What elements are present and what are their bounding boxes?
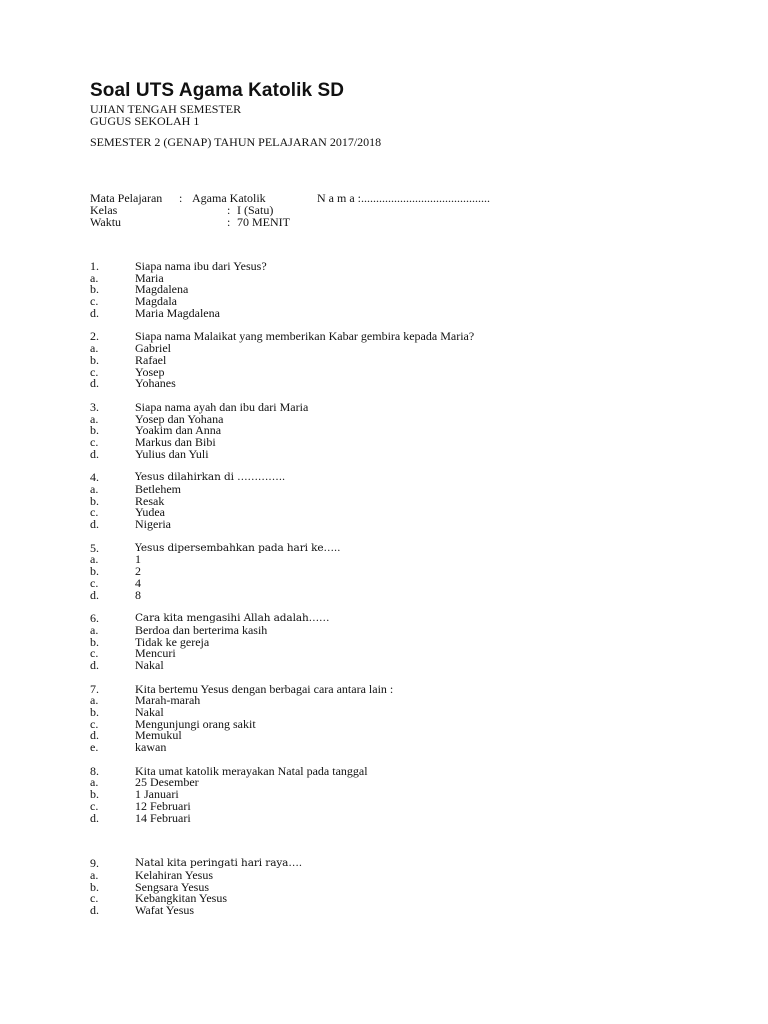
option-letter: c.: [90, 798, 99, 813]
option-text: Gabriel: [135, 341, 171, 356]
option-letter: d.: [90, 517, 99, 532]
option-text: Magdala: [135, 294, 177, 309]
question-text: Natal kita peringati hari raya….: [135, 857, 302, 870]
option-letter: a.: [90, 775, 99, 790]
question-text: Kita umat katolik merayakan Natal pada tanggal: [135, 763, 368, 778]
option-text: Magdalena: [135, 282, 189, 297]
question-text: Kita bertemu Yesus dengan berbagai cara antara lain :: [135, 681, 394, 696]
name-field: N a m a :...........................................: [317, 191, 490, 205]
question-text: Cara kita mengasihi Allah adalah……: [135, 612, 330, 625]
class-value: I (Satu): [237, 203, 274, 217]
option-letter: c.: [90, 505, 99, 520]
question-text: Yesus dipersembahkan pada hari ke…..: [135, 541, 341, 554]
option-text: Marah-marah: [135, 693, 201, 708]
option-text: Kebangkitan Yesus: [135, 891, 227, 906]
question-7: [90, 681, 710, 755]
option-letter: a.: [90, 411, 99, 426]
option-letter: a.: [90, 693, 99, 708]
option-text: 25 Desember: [135, 775, 199, 790]
option-text: 2: [135, 564, 141, 579]
question-number: 7.: [90, 681, 99, 696]
option-text: Markus dan Bibi: [135, 434, 216, 449]
option-text: Berdoa dan berterima kasih: [135, 622, 268, 637]
question-number: 1.: [90, 259, 99, 273]
question-8: [90, 763, 710, 825]
question-3: [90, 399, 710, 461]
option-letter: a.: [90, 270, 99, 285]
info-row-time: [90, 216, 710, 228]
time-value: 70 MENIT: [237, 215, 290, 229]
option-text: Nakal: [135, 657, 164, 672]
option-letter: c.: [90, 434, 99, 449]
option-letter: c.: [90, 891, 99, 906]
option-text: Nakal: [135, 705, 164, 719]
option-letter: a.: [90, 867, 99, 882]
class-colon: :: [227, 203, 231, 217]
option-letter: b.: [90, 493, 99, 508]
header-line-school-group: GUGUS SEKOLAH 1: [90, 114, 200, 128]
option-text: Yudea: [135, 505, 165, 520]
option-letter: d.: [90, 902, 99, 917]
option-letter: e.: [90, 740, 99, 755]
option-text: Wafat Yesus: [135, 902, 195, 917]
option-text: Tidak ke gereja: [135, 634, 210, 649]
option-text: 14 Februari: [135, 810, 191, 825]
option-letter: b.: [90, 705, 99, 719]
option-text: Maria: [135, 270, 164, 285]
option-letter: b.: [90, 879, 99, 894]
option-letter: a.: [90, 341, 99, 356]
document-title: Soal UTS Agama Katolik SD: [90, 80, 345, 101]
question-number: 5.: [90, 540, 99, 555]
option-letter: c.: [90, 646, 99, 661]
option-text: Mencuri: [135, 646, 176, 661]
subject-label: Mata Pelajaran: [90, 191, 163, 205]
option-letter: d.: [90, 376, 99, 391]
time-label: Waktu: [90, 215, 122, 229]
question-number: 3.: [90, 399, 99, 414]
option-text: Yosep: [135, 364, 165, 379]
time-colon: :: [227, 215, 231, 229]
option-letter: d.: [90, 728, 99, 743]
header-line-exam-type: UJIAN TENGAH SEMESTER: [90, 102, 242, 116]
question-5: [90, 540, 710, 602]
question-list: [90, 261, 710, 917]
option-text: Rafael: [135, 352, 167, 367]
semester-line: SEMESTER 2 (GENAP) TAHUN PELAJARAN 2017/2018: [90, 135, 382, 149]
question-number: 9.: [90, 856, 99, 871]
question-9: [90, 858, 710, 916]
option-text: Yosep dan Yohana: [135, 411, 224, 426]
option-text: Sengsara Yesus: [135, 879, 210, 894]
option-letter: b.: [90, 423, 99, 438]
option-letter: b.: [90, 634, 99, 649]
student-info-block: [90, 192, 710, 228]
question-number: 6.: [90, 611, 99, 626]
option-text: kawan: [135, 740, 167, 755]
option-text: 1 Januari: [135, 787, 179, 802]
option-text: 1: [135, 552, 141, 567]
option-letter: b.: [90, 564, 99, 579]
class-label: Kelas: [90, 203, 118, 217]
option-letter: b.: [90, 787, 99, 802]
option-text: Yoakim dan Anna: [135, 423, 222, 438]
question-number: 4.: [90, 470, 99, 485]
info-row-subject: [90, 192, 710, 204]
question-text: Siapa nama ibu dari Yesus?: [135, 259, 267, 273]
info-row-class: [90, 204, 710, 216]
option-text: Yohanes: [135, 376, 176, 391]
question-1: [90, 261, 710, 319]
question-text: Yesus dilahirkan di …………..: [135, 471, 286, 484]
option-text: 8: [135, 587, 141, 602]
option-text: 4: [135, 575, 141, 590]
question-text: Siapa nama Malaikat yang memberikan Kabar gembira kepada Maria?: [135, 329, 475, 344]
option-letter: c.: [90, 364, 99, 379]
option-letter: d.: [90, 657, 99, 672]
option-letter: c.: [90, 294, 99, 309]
question-2: [90, 331, 710, 389]
option-letter: d.: [90, 810, 99, 825]
question-6: [90, 613, 710, 671]
question-number: 8.: [90, 763, 99, 778]
option-text: Memukul: [135, 728, 182, 743]
option-text: 12 Februari: [135, 798, 191, 813]
option-letter: a.: [90, 622, 99, 637]
option-letter: a.: [90, 482, 99, 496]
option-text: Nigeria: [135, 517, 171, 532]
question-text: Siapa nama ayah dan ibu dari Maria: [135, 399, 309, 414]
option-letter: c.: [90, 575, 99, 590]
option-letter: d.: [90, 587, 99, 602]
question-number: 2.: [90, 329, 99, 344]
option-letter: c.: [90, 716, 99, 731]
option-text: Yulius dan Yuli: [135, 446, 209, 461]
option-text: Betlehem: [135, 482, 181, 496]
option-text: Mengunjungi orang sakit: [135, 716, 256, 731]
option-letter: d.: [90, 446, 99, 461]
option-letter: d.: [90, 305, 99, 320]
option-letter: a.: [90, 552, 99, 567]
option-letter: b.: [90, 282, 99, 297]
question-4: [90, 472, 710, 530]
exam-page: [90, 80, 710, 917]
subject-value: Agama Katolik: [192, 191, 266, 205]
option-text: Maria Magdalena: [135, 305, 220, 320]
option-text: Kelahiran Yesus: [135, 867, 213, 882]
option-text: Resak: [135, 493, 165, 508]
subject-colon: :: [179, 191, 183, 205]
option-letter: b.: [90, 352, 99, 367]
